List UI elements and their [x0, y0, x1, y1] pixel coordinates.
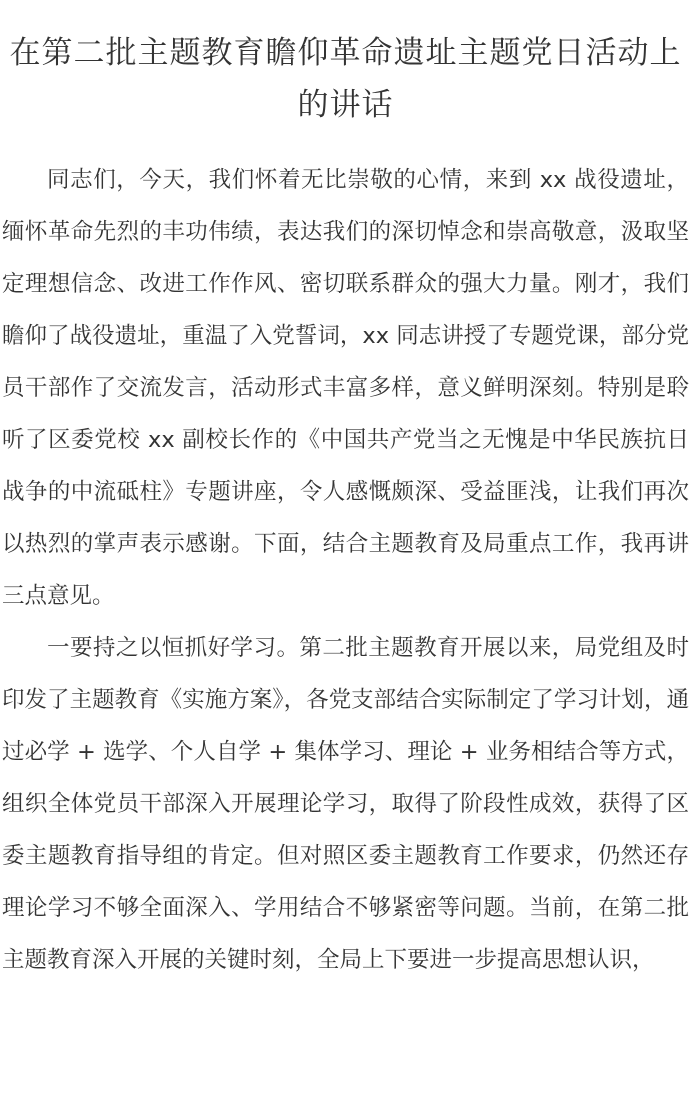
- paragraph-opening: 同志们，今天，我们怀着无比崇敬的心情，来到 xx 战役遗址，缅怀革命先烈的丰功伟绩，表达我们的深切悼念和崇高敬意，汲取坚定理想信念、改进工作作风、密切联系群众的强大力量。刚才，我们瞻仰了战役遗址，重温了入党誓词，xx 同志讲授了专题党课，部分党员干部作了交流发言，活动形式丰富多样，意义鲜明深刻。特别是聆听了区委党校 xx 副校长作的《中国共产党当之无愧是中华民族抗日战争的中流砥柱》专题讲座，令人感慨颇深、受益匪浅，让我们再次以热烈的掌声表示感谢。下面，结合主题教育及局重点工作，我再讲三点意见。: [2, 167, 689, 609]
- document-title: 在第二批主题教育瞻仰革命遗址主题党日活动上的讲话: [9, 35, 682, 123]
- paragraph-point-one: 一要持之以恒抓好学习。第二批主题教育开展以来，局党组及时印发了主题教育《实施方案》，各党支部结合实际制定了学习计划，通过必学 + 选学、个人自学 + 集体学习、理论 + 业务相结合等方式，组织全体党员干部深入开展理论学习，取得了阶段性成效，获得了区委主题教育指导组的肯定。但对照区委主题教育工作要求，仍然还存理论学习不够全面深入、学用结合不够紧密等问题。当前，在第二批主题教育深入开展的关键时刻，全局上下要进一步提高思想认识，: [2, 635, 689, 973]
- document-body: [2, 154, 689, 986]
